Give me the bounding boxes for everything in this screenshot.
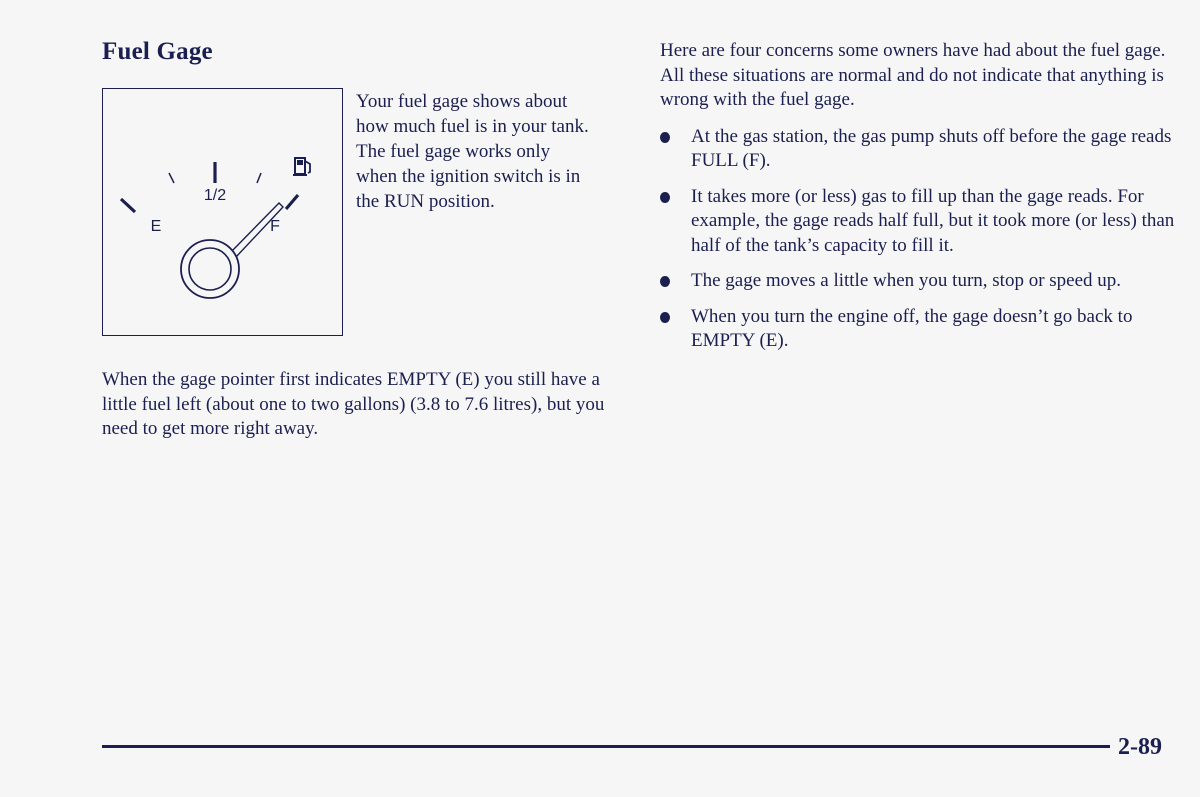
concerns-section: [660, 39, 1180, 365]
bullet-icon: [660, 276, 670, 287]
concern-text: At the gas station, the gas pump shuts off before the gage reads FULL (F).: [691, 125, 1172, 171]
concerns-intro: Here are four concerns some owners have had about the fuel gage. All these situations are normal and do not indicate that anything is wrong with the fuel gage.: [660, 40, 1166, 110]
list-item: [660, 305, 1180, 354]
empty-label: E: [150, 218, 162, 235]
tick-three-quarter: [257, 173, 261, 183]
bullet-icon: [660, 192, 670, 203]
full-label: F: [270, 218, 280, 235]
section-heading: Fuel Gage: [102, 38, 213, 65]
gauge-description: Your fuel gage shows about how much fuel is in your tank. The fuel gage works only when the ignition switch is in the RUN position.: [356, 91, 589, 212]
concern-text: It takes more (or less) gas to fill up than the gage reads. For example, the gage reads half full, but it took more (or less) than half of the tank’s capacity to fill it.: [691, 185, 1175, 256]
fuel-gauge-graphic: [103, 89, 342, 335]
tick-empty: [121, 199, 135, 212]
concern-text: When you turn the engine off, the gage doesn’t go back to EMPTY (E).: [691, 305, 1133, 351]
fuel-pump-icon: [293, 158, 310, 175]
list-item: [660, 269, 1180, 294]
half-label: 1/2: [203, 187, 227, 204]
concern-text: The gage moves a little when you turn, stop or speed up.: [691, 270, 1122, 291]
list-item: [660, 185, 1180, 259]
list-item: [660, 125, 1180, 174]
tick-full: [286, 195, 298, 209]
fuel-gauge-illustration: [102, 88, 343, 336]
footer-divider: [102, 745, 1110, 748]
empty-indicator-paragraph: When the gage pointer first indicates EMPTY (E) you still have a little fuel left (about one to two gallons) (3.8 to 7.6 litres), but you need to get more right away.: [102, 369, 605, 439]
bullet-icon: [660, 132, 670, 143]
bullet-icon: [660, 312, 670, 323]
tick-quarter: [169, 173, 174, 183]
page-number: 2-89: [1118, 734, 1162, 760]
concerns-list: [660, 125, 1180, 354]
